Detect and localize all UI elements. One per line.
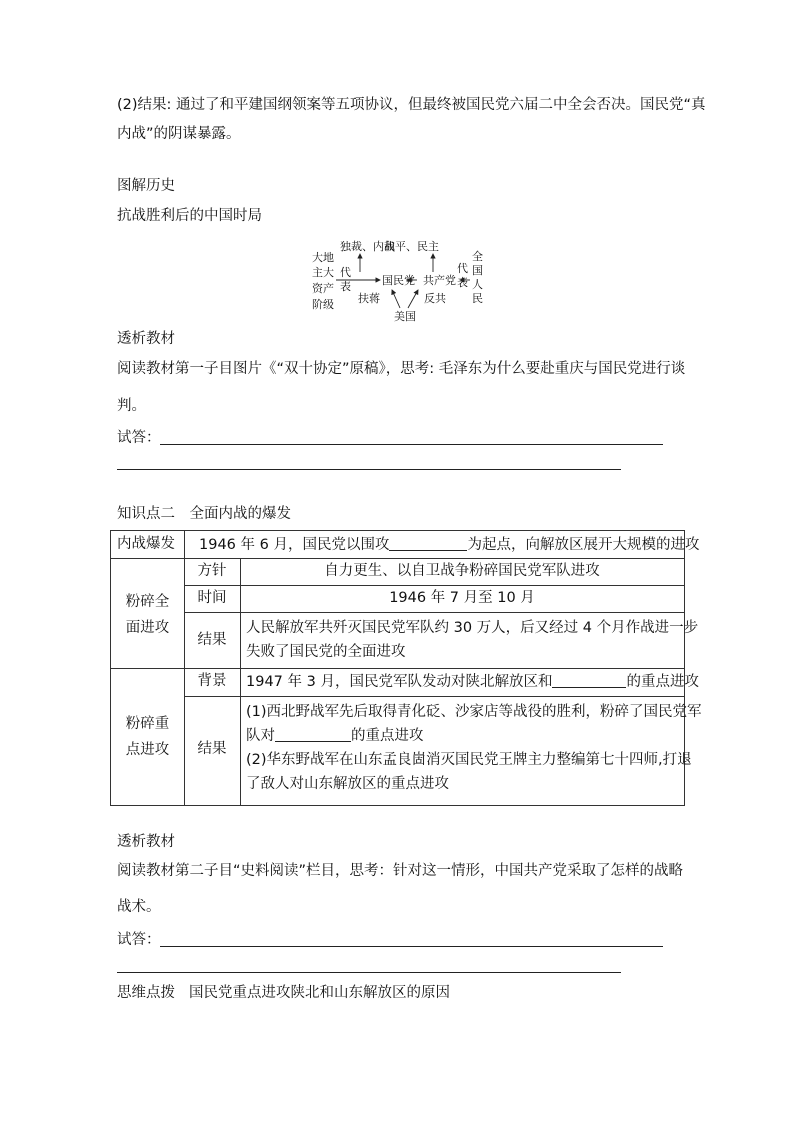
beijing-post: 的重点进攻 [626,674,699,690]
group2-line-1: 粉碎重 [125,716,170,732]
jieguo2-line-3: (2)华东野战军在山东孟良崮消灭国民党王牌主力整编第七十四师,打退 [246,752,692,768]
row-outbreak-content [199,536,699,553]
diagram-title: 抗战胜利后的中国时局 [117,208,262,224]
jieguo2-value [246,700,702,796]
analysis-question-2-line-1: 阅读教材第二子目“史料阅读”栏目，思考：针对这一情形，中国共产党采取了怎样的战略 [117,863,684,879]
dictatorship-label: 独裁、内战 [340,240,395,253]
jieguo-line-2: 失败了国民党的全面进攻 [246,644,406,660]
blank-1[interactable] [389,536,467,551]
people-2: 国 [472,264,483,277]
answer-label-1: 试答： [117,430,161,446]
thinking-tip [117,985,450,1001]
landlords-3: 资产 [312,282,334,295]
landlords-2: 主大 [312,266,334,279]
arrow-usa-kmt [392,290,400,308]
group-key-offensive-label [111,711,184,763]
beijing-label: 背景 [197,673,227,689]
blank-2[interactable] [552,673,626,688]
represent-left-2: 表 [340,280,351,293]
thinking-label: 思维点拨 [117,985,175,1001]
thinking-text: 国民党重点进攻陕北和山东解放区的原因 [189,985,450,1001]
answer-label-2: 试答： [117,932,161,948]
analysis-question-2-line-2: 战术。 [117,899,161,915]
blank-3[interactable] [275,727,351,742]
fangzhen-label: 方针 [197,563,227,579]
knowledge-heading-2: 知识点二 全面内战的爆发 [117,506,291,522]
jieguo2-line-1: (1)西北野战军先后取得青化砭、沙家店等战役的胜利，粉碎了国民党军 [246,704,702,720]
intro-line-1: (2)结果: 通过了和平建国纲领案等五项协议，但最终被国民党六届二中全会否决。国民党“真 [117,97,706,113]
jieguo2-line-2-pre: 队对 [246,728,275,744]
shijian-value: 1946 年 7 月至 10 月 [389,590,535,606]
peace-label: 和平、民主 [384,240,439,253]
row-outbreak-pre: 1946 年 6 月，国民党以围攻 [199,537,390,553]
knowledge-table [110,530,702,806]
ccp-node: 共产党 [423,274,456,287]
jieguo2-line-4: 了敌人对山东解放区的重点进攻 [246,776,449,792]
people-3: 人 [472,278,483,291]
intro-line-2: 内战”的阴谋暴露。 [117,126,241,142]
represent-right-2: 表 [457,276,468,289]
arrow-usa-ccp [408,290,418,308]
analysis-question-1-line-1: 阅读教材第一子目图片《“双十协定”原稿》，思考: 毛泽东为什么要赴重庆与国民党进行谈 [117,361,686,377]
group2-line-2: 点进攻 [125,742,170,758]
analysis-heading-2: 透析教材 [117,834,175,850]
answer-line-1a[interactable] [160,444,663,445]
group1-line-1: 粉碎全 [125,594,170,610]
group1-line-2: 面进攻 [125,620,170,636]
answer-line-2b[interactable] [117,972,621,973]
represent-right-1: 代 [457,262,468,275]
people-1: 全 [472,250,483,263]
analysis-heading-1: 透析教材 [117,331,175,347]
jieguo2-label: 结果 [197,741,227,757]
situation-diagram [300,232,500,322]
jieguo-label: 结果 [197,632,227,648]
answer-line-1b[interactable] [117,469,621,470]
shijian-label: 时间 [197,590,227,606]
group-full-offensive-label [111,589,184,641]
landlords-1: 大地 [312,251,334,264]
jieguo-line-1: 人民解放军共歼灭国民党军队约 30 万人，后又经过 4 个月作战进一步 [246,620,699,636]
jieguo-value [246,616,698,664]
beijing-pre: 1947 年 3 月，国民党军队发动对陕北解放区和 [246,674,553,690]
section-heading-diagram: 图解历史 [117,178,175,194]
anti-ccp-label: 反共 [424,292,446,305]
beijing-value [246,673,699,690]
row-outbreak-post: 为起点，向解放区展开大规模的进攻 [467,537,700,553]
jieguo2-line-2-post: 的重点进攻 [351,728,424,744]
row-outbreak-label: 内战爆发 [117,536,175,552]
fangzhen-value: 自力更生、以自卫战争粉碎国民党军队进攻 [324,563,600,579]
kmt-node: 国民党 [382,274,415,287]
represent-left-1: 代 [340,266,351,279]
jieguo2-line-2 [246,724,702,748]
answer-line-2a[interactable] [160,946,663,947]
analysis-question-1-line-2: 判。 [117,398,146,414]
people-4: 民 [472,292,483,305]
usa-node: 美国 [394,310,416,322]
support-kmt-label: 扶蒋 [358,292,380,305]
landlords-4: 阶级 [312,298,334,311]
